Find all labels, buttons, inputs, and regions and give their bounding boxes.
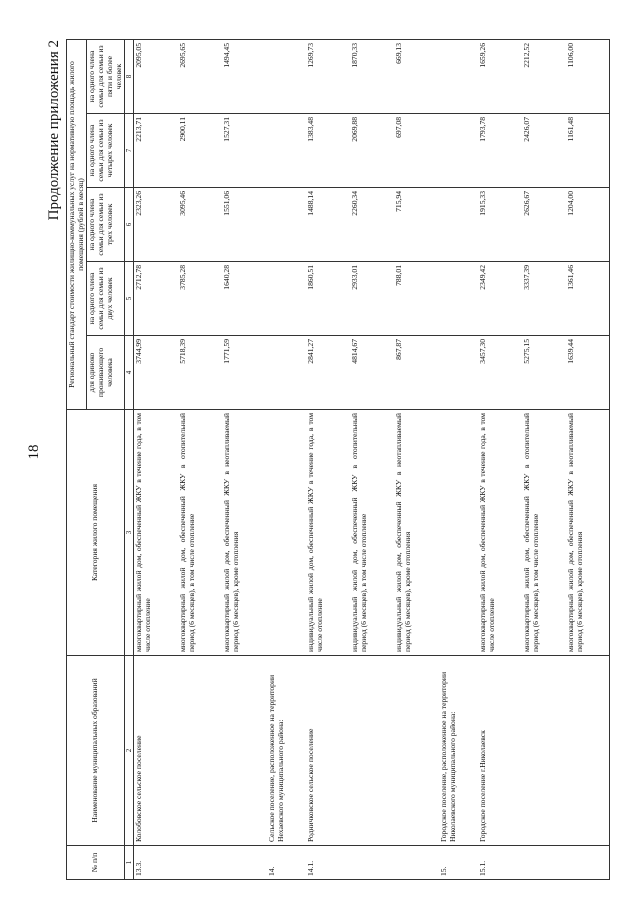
- col-number: 3: [125, 410, 134, 656]
- row-no: [222, 846, 266, 880]
- table-row: [306, 39, 350, 879]
- header-family-2: на одного члена семьи для семьи из двух человек: [87, 262, 125, 336]
- value-family-5: 1269,73: [306, 39, 350, 113]
- row-category: [438, 410, 478, 656]
- value-single: 1771,59: [222, 336, 266, 410]
- row-category: индивидуальный жилой дом, обеспеченный ЖКУ в течение года, в том числе отопление: [306, 410, 350, 656]
- value-single: [438, 336, 478, 410]
- table-row: [222, 39, 266, 879]
- value-family-5: 1659,26: [478, 39, 522, 113]
- value-family-3: 2260,34: [350, 188, 394, 262]
- row-category: многоквартирный жилой дом, обеспеченный ЖКУ в течение года, в том числе отопление: [478, 410, 522, 656]
- row-municipality: Городское поселение, расположенное на территории Николаевского муниципального района:: [438, 656, 478, 846]
- header-single: для одиноко проживающего человека: [87, 336, 125, 410]
- value-single: 3457,30: [478, 336, 522, 410]
- header-no: № п/п: [67, 846, 125, 880]
- table-row: [178, 39, 222, 879]
- value-family-2: 1860,51: [306, 262, 350, 336]
- value-family-2: 1640,28: [222, 262, 266, 336]
- row-municipality: Колобовское сельское поселение: [134, 656, 178, 846]
- table-row: [134, 39, 178, 879]
- value-family-5: [266, 39, 306, 113]
- col-number: 6: [125, 188, 134, 262]
- value-family-2: 2349,42: [478, 262, 522, 336]
- col-number: 7: [125, 114, 134, 188]
- value-family-4: 1793,78: [478, 114, 522, 188]
- value-family-3: [266, 188, 306, 262]
- row-no: 15.1.: [478, 846, 522, 880]
- value-single: 867,87: [394, 336, 438, 410]
- col-number: 1: [125, 846, 134, 880]
- value-single: 1639,44: [566, 336, 610, 410]
- row-no: [394, 846, 438, 880]
- value-family-3: 2323,26: [134, 188, 178, 262]
- table-row-group-header: [438, 39, 478, 879]
- row-no: [350, 846, 394, 880]
- row-category: индивидуальный жилой дом, обеспеченный ЖКУ в неотапливаемый период (6 месяцев), кроме отопления: [394, 410, 438, 656]
- table-row: [566, 39, 610, 879]
- row-no: 13.3.: [134, 846, 178, 880]
- value-family-2: 3337,39: [522, 262, 566, 336]
- value-family-4: [266, 114, 306, 188]
- row-no: [566, 846, 610, 880]
- header-category: Категория жилого помещения: [67, 410, 125, 656]
- value-single: 4814,67: [350, 336, 394, 410]
- value-family-5: [438, 39, 478, 113]
- table-row-group-header: [266, 39, 306, 879]
- col-number: 5: [125, 262, 134, 336]
- row-category: многоквартирный жилой дом, обеспеченный ЖКУ в отопительный период (6 месяцев), в том числе отопление: [522, 410, 566, 656]
- col-number: 8: [125, 39, 134, 113]
- table-row: [394, 39, 438, 879]
- value-family-4: 1383,48: [306, 114, 350, 188]
- row-category: [266, 410, 306, 656]
- housing-standard-table: [66, 39, 610, 880]
- row-category: многоквартирный жилой дом, обеспеченный ЖКУ в отопительный период (6 месяцев), в том числе отопление: [178, 410, 222, 656]
- row-no: 15.: [438, 846, 478, 880]
- row-no: 14.1.: [306, 846, 350, 880]
- value-family-5: 2212,52: [522, 39, 566, 113]
- row-municipality: [222, 656, 266, 846]
- row-municipality: Сельское поселение, расположенное на территории Нехаевского муниципального района:: [266, 656, 306, 846]
- value-family-2: 788,01: [394, 262, 438, 336]
- value-family-4: 2213,71: [134, 114, 178, 188]
- row-municipality: [394, 656, 438, 846]
- value-family-3: 715,94: [394, 188, 438, 262]
- rotated-page-content: [46, 40, 606, 880]
- value-family-4: 2426,07: [522, 114, 566, 188]
- value-family-4: 1527,31: [222, 114, 266, 188]
- value-single: 3744,99: [134, 336, 178, 410]
- value-family-4: 2900,11: [178, 114, 222, 188]
- value-family-3: 1915,33: [478, 188, 522, 262]
- value-single: [266, 336, 306, 410]
- value-family-2: 2933,01: [350, 262, 394, 336]
- header-family-3: на одного члена семьи для семьи из трех человек: [87, 188, 125, 262]
- row-category: многоквартирный жилой дом, обеспеченный ЖКУ в течение года, в том числе отопление: [134, 410, 178, 656]
- value-family-3: 1551,06: [222, 188, 266, 262]
- row-municipality: Городское поселение г.Николаевск: [478, 656, 522, 846]
- value-family-2: 2712,78: [134, 262, 178, 336]
- value-family-4: [438, 114, 478, 188]
- header-row-main: [67, 39, 87, 879]
- value-family-2: 1361,46: [566, 262, 610, 336]
- row-no: [522, 846, 566, 880]
- value-family-5: 2695,65: [178, 39, 222, 113]
- value-single: 5718,39: [178, 336, 222, 410]
- col-number: 2: [125, 656, 134, 846]
- row-municipality: [522, 656, 566, 846]
- header-family-4: на одного члена семьи для семьи из четырех человек: [87, 114, 125, 188]
- value-family-2: [438, 262, 478, 336]
- value-family-2: 3785,28: [178, 262, 222, 336]
- value-single: 2841,27: [306, 336, 350, 410]
- value-family-5: 2095,05: [134, 39, 178, 113]
- row-municipality: Родничковское сельское поселение: [306, 656, 350, 846]
- value-family-5: 669,13: [394, 39, 438, 113]
- header-standard: Региональный стандарт стоимости жилищно-коммунальных услуг на нормативную площадь жилого помещения (рублей в месяц): [67, 39, 87, 409]
- value-family-4: 2069,88: [350, 114, 394, 188]
- row-municipality: [350, 656, 394, 846]
- row-municipality: [566, 656, 610, 846]
- value-family-5: 1494,45: [222, 39, 266, 113]
- row-category: многоквартирный жилой дом, обеспеченный ЖКУ в неотапливаемый период (6 месяцев), кроме отопления: [566, 410, 610, 656]
- table-row: [522, 39, 566, 879]
- col-number: 4: [125, 336, 134, 410]
- value-family-5: 1870,33: [350, 39, 394, 113]
- row-no: 14.: [266, 846, 306, 880]
- value-family-3: 2626,67: [522, 188, 566, 262]
- value-single: 5275,15: [522, 336, 566, 410]
- value-family-4: 697,08: [394, 114, 438, 188]
- header-family-5: на одного члена семьи для семьи из пяти и более человек: [87, 39, 125, 113]
- value-family-3: 3095,46: [178, 188, 222, 262]
- value-family-3: 1204,00: [566, 188, 610, 262]
- value-family-2: [266, 262, 306, 336]
- value-family-4: 1161,48: [566, 114, 610, 188]
- value-family-3: [438, 188, 478, 262]
- column-number-row: [125, 39, 134, 879]
- value-family-3: 1488,14: [306, 188, 350, 262]
- row-category: индивидуальный жилой дом, обеспеченный ЖКУ в отопительный период (6 месяцев), в том числе отопление: [350, 410, 394, 656]
- row-no: [178, 846, 222, 880]
- value-family-5: 1106,00: [566, 39, 610, 113]
- row-category: многоквартирный жилой дом, обеспеченный ЖКУ в неотапливаемый период (6 месяцев), кроме отопления: [222, 410, 266, 656]
- row-municipality: [178, 656, 222, 846]
- header-municipality: Наименование муниципальных образований: [67, 656, 125, 846]
- table-row: [350, 39, 394, 879]
- table-row: [478, 39, 522, 879]
- appendix-label: Продолжение приложения 2: [46, 40, 62, 221]
- page-number: 18: [26, 444, 42, 460]
